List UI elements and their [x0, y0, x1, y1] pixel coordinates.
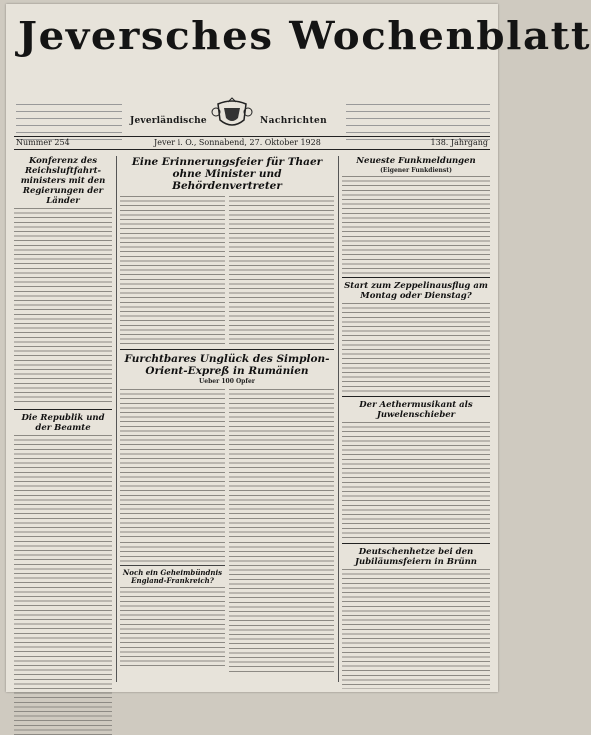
article-body [229, 196, 334, 346]
article-headline: Deutschenhetze bei den Jubiläumsfeiern in Brünn [355, 547, 477, 567]
newspaper-page [6, 4, 591, 692]
article-body [342, 303, 490, 393]
article-body [120, 389, 225, 537]
article-body [342, 569, 490, 689]
volume-year: 138. Jahrgang [430, 138, 488, 147]
divider [342, 396, 490, 397]
secondary-subheadline: Ueber 100 Opfer [199, 378, 255, 385]
subtitle-left: Jeverländische [130, 116, 207, 126]
column-left [14, 156, 112, 686]
divider [342, 543, 490, 544]
article-headline: Noch ein Geheimbündnis England-Frankreich? [122, 568, 223, 585]
article-body [229, 389, 334, 537]
article-headline: Der Aethermusikant als Juwelenschieber [359, 400, 473, 420]
column-center [120, 156, 334, 686]
coat-of-arms-icon [210, 98, 254, 132]
divider [342, 277, 490, 278]
article-body [14, 435, 112, 735]
dateline-bar [14, 136, 490, 150]
divider [14, 409, 112, 410]
secondary-headline: Furchtbares Unglück des Simplon-Orient-Expreß in Rumänien [124, 353, 330, 377]
article-headline: Start zum Zeppelinausflug am Montag oder Dienstag? [344, 281, 488, 301]
article-body [14, 208, 112, 406]
article-subheadline: (Eigener Funkdienst) [380, 167, 452, 174]
article-body [120, 587, 225, 667]
newspaper-title: Jeversches Wochenblatt [18, 13, 591, 58]
article-body [342, 176, 490, 274]
place-and-date: Jever i. O., Sonnabend, 27. Oktober 1928 [154, 138, 321, 147]
lead-headline: Eine Erinnerungsfeier für Thaer ohne Minister und Behördenvertreter [131, 156, 323, 192]
article-body [229, 542, 334, 672]
article-body [120, 542, 225, 562]
article-headline: Konferenz des Reichsluftfahrt-ministers mit den Regierungen der Länder [20, 156, 106, 206]
column-rule [116, 156, 117, 682]
issue-number: Nummer 254 [16, 138, 70, 147]
article-headline: Neueste Funkmeldungen [356, 156, 476, 166]
article-body [120, 196, 225, 346]
column-right [342, 156, 490, 686]
column-rule [338, 156, 339, 682]
divider [120, 349, 334, 350]
subtitle-right: Nachrichten [260, 116, 328, 126]
article-body [342, 422, 490, 540]
divider [120, 565, 225, 566]
article-headline: Die Republik und der Beamte [21, 413, 105, 433]
